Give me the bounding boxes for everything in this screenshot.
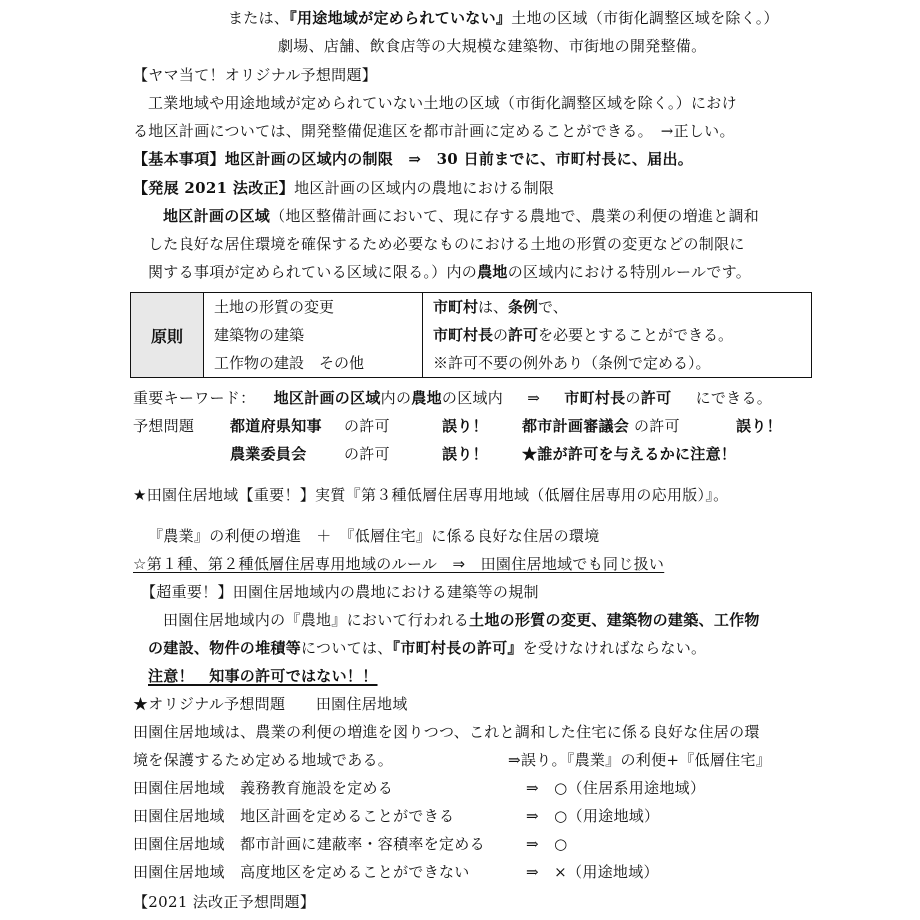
original-p2-b: ⇒誤り。『農業』の利便+『低層住宅』 (508, 751, 772, 769)
original-item-b: ⇒ ○（住居系用途地域） (526, 779, 706, 797)
rule-line-2: 市町村長の許可を必要とすることができる。 (433, 326, 734, 344)
principle-actions (204, 293, 423, 378)
advanced-line-1: 地区計画の区域（地区整備計画において、現に存する農地で、農業の利便の増進と調和 (163, 207, 760, 225)
action-item: 工作物の建設 その他 (214, 354, 365, 372)
original-p2-a: 境を保護するため定める地域である。 (133, 751, 394, 769)
predict-r1-f: 誤り！ (736, 417, 782, 435)
original-item-b: ⇒ ○（用途地域） (526, 807, 660, 825)
denen-super-heading: 【超重要！】田園住居地域内の農地における建築等の規制 (141, 583, 539, 601)
predict-r2-c: 誤り！ (442, 445, 488, 463)
predict-label: 予想問題 (133, 417, 195, 435)
predict-r1-e: の許可 (634, 417, 680, 435)
original-item-b: ⇒ ×（用途地域） (526, 863, 659, 881)
advanced-line-3: 関する事項が定められている区域に限る。）内の農地の区域内における特別ルールです。 (148, 263, 752, 281)
top-line-1: または、『用途地域が定められていない』土地の区域（市街化調整区域を除く。） (228, 9, 779, 27)
principle-label: 原則 (131, 293, 204, 378)
basic-heading: 【基本事項】地区計画の区域内の制限 ⇒ 30 日前までに、市町村長に、届出。 (133, 150, 694, 168)
predict-r2-b: の許可 (344, 445, 390, 463)
original-item-a: 田園住居地域 地区計画を定めることができる (133, 807, 455, 825)
original-item-a: 田園住居地域 義務教育施設を定める (133, 779, 394, 797)
original-item-a: 田園住居地域 高度地区を定めることができない (133, 863, 470, 881)
original-footer: 【2021 法改正予想問題】 (133, 893, 316, 911)
predict-r1-a: 都道府県知事 (230, 417, 322, 435)
keywords-line: 重要キーワード： 地区計画の区域内の農地の区域内 ⇒ 市町村長の許可 にできる。 (133, 389, 773, 407)
denen-warning: 注意！ 知事の許可ではない！！ (148, 667, 378, 685)
original-item-b: ⇒ ○ (526, 835, 568, 853)
advanced-line-2: した良好な居住環境を確保するため必要なものにおける土地の形質の変更などの制限に (148, 235, 745, 253)
denen-body-2: の建設、物件の堆積等については、『市町村長の許可』を受けなければならない。 (148, 639, 707, 657)
top-line-2: 劇場、店舗、飲食店等の大規模な建築物、市街地の開発整備。 (278, 37, 707, 55)
predict-r1-c: 誤り！ (442, 417, 488, 435)
predict-r1-b: の許可 (344, 417, 390, 435)
predict-r1-d: 都市計画審議会 (522, 417, 630, 435)
denen-star-line: ★田園住居地域【重要！】実質『第３種低層住居専用地域（低層住居専用の応用版）』。 (133, 486, 729, 504)
predict-r2-a: 農業委員会 (230, 445, 307, 463)
denen-formula: 『農業』の利便の増進 ＋ 『低層住宅』に係る良好な住居の環境 (148, 527, 600, 545)
original-heading: ★オリジナル予想問題 田園住居地域 (133, 695, 408, 713)
predict-r2-d: ★誰が許可を与えるかに注意！ (522, 445, 737, 463)
yama-line-2: る地区計画については、開発整備促進区を都市計画に定めることができる。 →正しい。 (133, 122, 735, 140)
denen-body-1: 田園住居地域内の『農地』において行われる土地の形質の変更、建築物の建築、工作物 (163, 611, 760, 629)
action-item: 建築物の建築 (214, 326, 305, 344)
yama-heading: 【ヤマ当て！オリジナル予想問題】 (133, 66, 378, 84)
action-item: 土地の形質の変更 (214, 298, 335, 316)
original-item-a: 田園住居地域 都市計画に建蔽率・容積率を定める (133, 835, 485, 853)
original-p1: 田園住居地域は、農業の利便の増進を図りつつ、これと調和した住宅に係る良好な住居の環 (133, 723, 760, 741)
principle-table (130, 292, 812, 378)
denen-rule-line: ☆第１種、第２種低層住居専用地域のルール ⇒ 田園住居地域でも同じ扱い (133, 555, 665, 573)
yama-line-1: 工業地域や用途地域が定められていない土地の区域（市街化調整区域を除く。）におけ (148, 94, 737, 112)
rule-line-1: 市町村は、条例で、 (433, 298, 568, 316)
advanced-heading: 【発展 2021 法改正】地区計画の区域内の農地における制限 (133, 179, 555, 197)
rule-line-3: ※許可不要の例外あり（条例で定める）。 (433, 354, 711, 372)
principle-rule (423, 293, 812, 378)
